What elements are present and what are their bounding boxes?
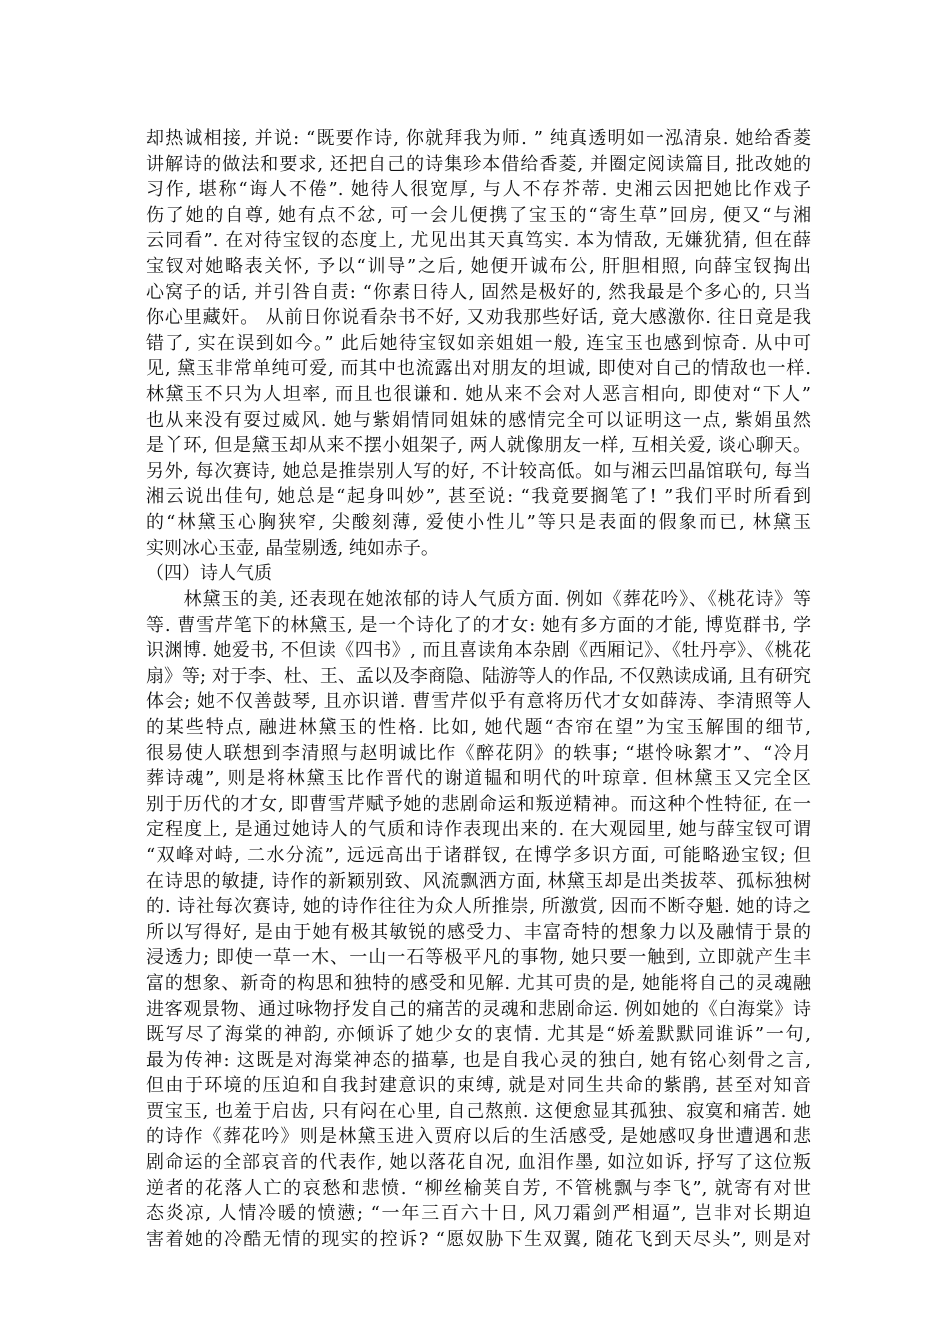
text-line: 贾宝玉, 也羞于启齿, 只有闷在心里, 自己熬煎. 这便愈显其孤独、寂寞和痛苦. 她 (146, 1100, 811, 1122)
text-line: 却热诚相接, 并说: “既要作诗, 你就拜我为师. ” 纯真透明如一泓清泉. 她给香菱 (146, 128, 811, 149)
text-line: 识渊博. 她爱书, 不但读《四书》, 而且喜读角本杂剧《西厢记》、《牡丹亭》、《桃花 (146, 640, 811, 662)
text-line: 湘云说出佳句, 她总是“起身叫妙”, 甚至说: “我竟要搁笔了! ”我们平时所看到 (146, 486, 811, 508)
text-line: 的“林黛玉心胸狭窄, 尖酸刻薄, 爱使小性儿”等只是表面的假象而已, 林黛玉 (146, 511, 811, 533)
text-line: “双峰对峙, 二水分流”, 远远高出于诸群钗, 在博学多识方面, 可能略逊宝钗; 但 (146, 844, 811, 866)
text-line: 心窝子的话, 并引咎自责: “你素日待人, 固然是极好的, 然我最是个多心的, 只当 (146, 281, 811, 303)
text-line: 习作, 堪称“诲人不倦”. 她待人很宽厚, 与人不存芥蒂. 史湘云因把她比作戏子 (146, 179, 811, 201)
section-heading-text: （四）诗人气质 (146, 563, 272, 584)
text-line: 讲解诗的做法和要求, 还把自己的诗集珍本借给香菱, 并圈定阅读篇目, 批改她的 (146, 153, 811, 175)
text-line: 等. 曹雪芹笔下的林黛玉, 是一个诗化了的才女: 她有多方面的才能, 博览群书, 学 (146, 614, 811, 636)
text-line: 态炎凉, 人情冷暖的愤懑; “一年三百六十日, 风刀霜剑严相逼”, 岂非对长期迫 (146, 1203, 811, 1225)
text-line: 进客观景物、通过咏物抒发自己的痛苦的灵魂和悲剧命运. 例如她的《白海棠》诗 (146, 998, 811, 1020)
text-line: 林黛玉不只为人坦率, 而且也很谦和. 她从来不会对人恶言相向, 即使对“下人” (146, 383, 811, 405)
text-line: 别于历代的才女, 即曹雪芹赋予她的悲剧命运和叛逆精神。而这种个性特征, 在一 (146, 793, 811, 815)
text-line: 是丫环, 但是黛玉却从来不摆小姐架子, 两人就像朋友一样, 互相关爱, 谈心聊天。 (146, 435, 811, 457)
section-heading (146, 561, 811, 587)
text-line: 逆者的花落人亡的哀愁和悲愤. “柳丝榆荚自芳, 不管桃飘与李飞”, 就寄有对世 (146, 1177, 811, 1199)
text-line: 很易使人联想到李清照与赵明诚比作《醉花阴》的轶事; “堪怜咏絮才”、“冷月 (146, 742, 811, 764)
text-line: 所以写得好, 是由于她有极其敏锐的感受力、丰富奇特的想象力以及融情于景的 (146, 921, 811, 943)
text-line: 体会; 她不仅善鼓琴, 且亦识谱. 曹雪芹似乎有意将历代才女如薛涛、李清照等人 (146, 691, 811, 713)
text-line: 错了, 实在误到如今。” 此后她待宝钗如亲姐姐一般, 连宝玉也感到惊奇. 从中可 (146, 332, 811, 354)
text-line: 你心里藏奸。 从前日你说看杂书不好, 又劝我那些好话, 竟大感激你. 往日竟是我 (146, 307, 811, 329)
text-line: 定程度上, 是通过她诗人的气质和诗作表现出来的. 在大观园里, 她与薛宝钗可谓 (146, 819, 811, 841)
paragraph-daiyu-character (146, 126, 811, 561)
text-line: 宝钗对她略表关怀, 予以“训导”之后, 她便开诚布公, 肝胆相照, 向薛宝钗掏出 (146, 255, 811, 277)
text-line: 伤了她的自尊, 她有点不忿, 可一会儿便携了宝玉的“寄生草”回房, 便又“与湘 (146, 204, 811, 226)
text-line: 浸透力; 即使一草一木、一山一石等极平凡的事物, 她只要一触到, 立即就产生丰 (146, 947, 811, 969)
text-line: 见, 黛玉非常单纯可爱, 而其中也流露出对朋友的坦诚, 即使对自己的情敌也一样. (146, 358, 811, 380)
text-line: 但由于环境的压迫和自我封建意识的束缚, 就是对同生共命的紫鹃, 甚至对知音 (146, 1075, 811, 1097)
text-line: 富的想象、新奇的构思和独特的感受和见解. 尤其可贵的是, 她能将自己的灵魂融 (146, 972, 811, 994)
text-line: 的诗作《葬花吟》则是林黛玉进入贾府以后的生活感受, 是她感叹身世遭遇和悲 (146, 1126, 811, 1148)
text-line: 既写尽了海棠的神韵, 亦倾诉了她少女的衷情. 尤其是“娇羞默默同谁诉”一句, (146, 1024, 811, 1046)
text-line: 扇》等; 对于李、杜、王、孟以及李商隐、陆游等人的作品, 不仅熟读成诵, 且有研究 (146, 665, 811, 687)
text-line: 的. 诗社每次赛诗, 她的诗作往往为众人所推崇, 所激赏, 因而不断夺魁. 她的诗之 (146, 896, 811, 918)
text-line: 另外, 每次赛诗, 她总是推崇别人写的好, 不计较高低。如与湘云凹晶馆联句, 每当 (146, 460, 811, 482)
text-line: 害着她的冷酷无情的现实的控诉? “愿奴胁下生双翼, 随花飞到天尽头”, 则是对 (146, 1228, 811, 1250)
paragraph-poet-temperament (146, 587, 811, 1252)
text-line: 最为传神: 这既是对海棠神态的描摹, 也是自我心灵的独白, 她有铭心刻骨之言, (146, 1049, 811, 1071)
text-line: 在诗思的敏捷, 诗作的新颖别致、风流飘洒方面, 林黛玉却是出类拔萃、孤标独树 (146, 870, 811, 892)
text-line: 林黛玉的美, 还表现在她浓郁的诗人气质方面. 例如《葬花吟》、《桃花诗》等 (146, 589, 811, 610)
text-line: 云同看”. 在对待宝钗的态度上, 尤见出其天真笃实. 本为情敌, 无嫌犹猜, 但在薛 (146, 230, 811, 252)
text-line: 的某些特点, 融进林黛玉的性格. 比如, 她代题“杏帘在望”为宝玉解围的细节, (146, 716, 811, 738)
text-line: 剧命运的全部哀音的代表作, 她以落花自况, 血泪作墨, 如泣如诉, 抒写了这位叛 (146, 1152, 811, 1174)
text-line: 实则冰心玉壶, 晶莹剔透, 纯如赤子。 (146, 537, 439, 559)
text-line: 葬诗魂”, 则是将林黛玉比作晋代的谢道韫和明代的叶琼章. 但林黛玉又完全区 (146, 768, 811, 790)
text-line: 也从来没有耍过威风. 她与紫娟情同姐妹的感情完全可以证明这一点, 紫娟虽然 (146, 409, 811, 431)
